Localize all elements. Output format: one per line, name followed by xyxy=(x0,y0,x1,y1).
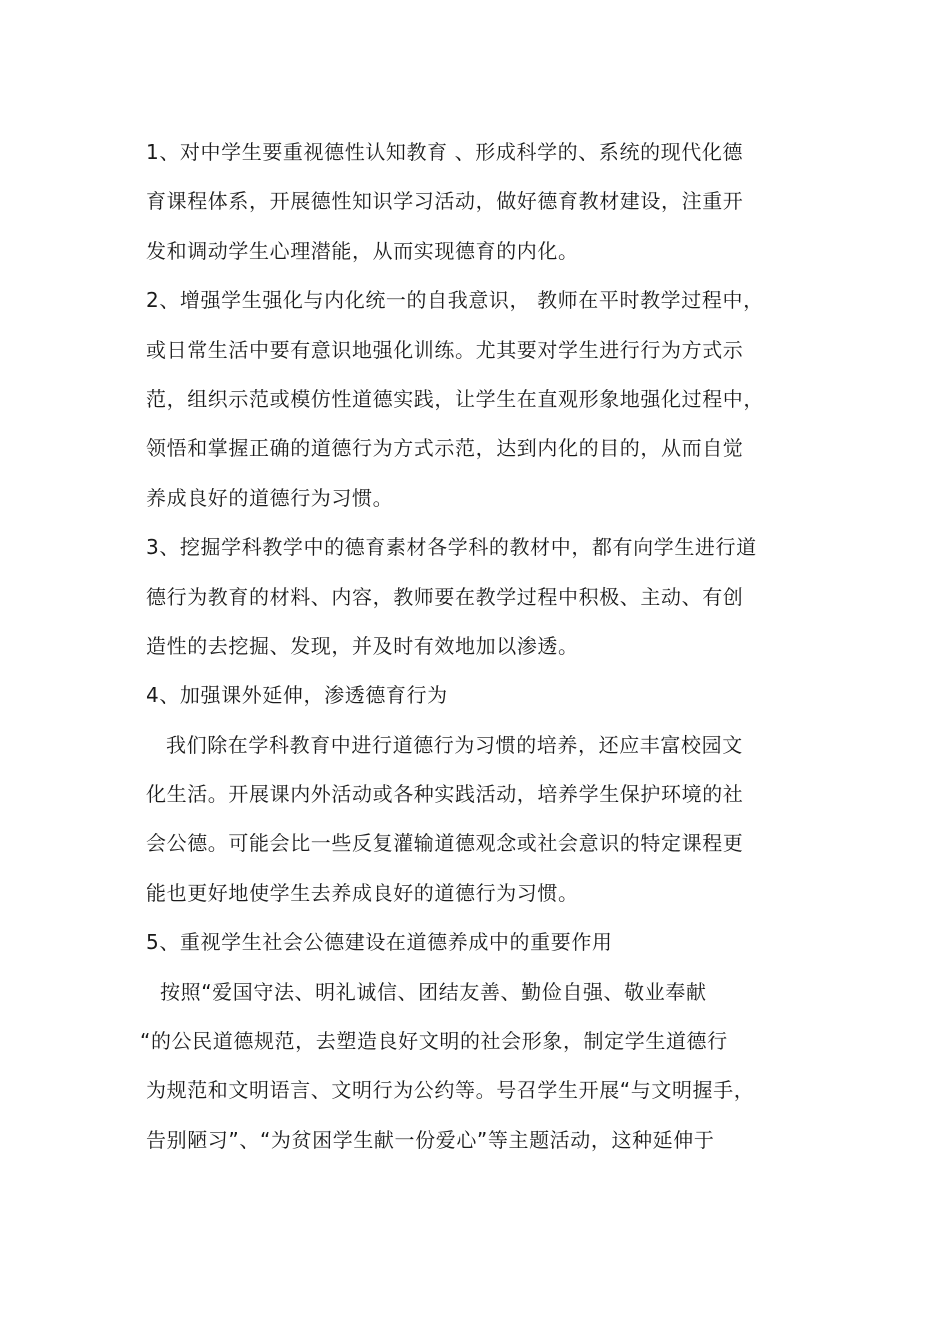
text-line: 为规范和文明语言、文明行为公约等。号召学生开展“与文明握手， xyxy=(146,1078,755,1103)
text-line: 育课程体系，开展德性知识学习活动，做好德育教材建设，注重开 xyxy=(146,189,744,214)
text-line: 或日常生活中要有意识地强化训练。尤其要对学生进行行为方式示 xyxy=(146,337,744,362)
text-line: 3、挖掘学科教学中的德育素材各学科的教材中，都有向学生进行道 xyxy=(146,535,757,560)
text-line: 会公德。可能会比一些反复灌输道德观念或社会意识的特定课程更 xyxy=(146,831,744,856)
section-heading: 4、加强课外延伸，渗透德育行为 xyxy=(146,683,448,708)
text-line: 我们除在学科教育中进行道德行为习惯的培养，还应丰富校园文 xyxy=(166,732,743,757)
section-heading: 5、重视学生社会公德建设在道德养成中的重要作用 xyxy=(146,930,613,955)
text-line: 告别陋习”、“为贫困学生献一份爱心”等主题活动，这种延伸于 xyxy=(146,1127,715,1152)
document-body xyxy=(140,128,806,1165)
text-line: 2、增强学生强化与内化统一的自我意识， 教师在平时教学过程中， xyxy=(146,288,764,313)
text-line: 养成良好的道德行为习惯。 xyxy=(146,485,394,510)
text-line: 领悟和掌握正确的道德行为方式示范，达到内化的目的，从而自觉 xyxy=(146,436,744,461)
text-line: 造性的去挖掘、发现，并及时有效地加以渗透。 xyxy=(146,633,579,658)
text-line: 1、对中学生要重视德性认知教育 、形成科学的、系统的现代化德 xyxy=(146,140,744,164)
text-line: 范，组织示范或模仿性道德实践，让学生在直观形象地强化过程中， xyxy=(146,386,764,411)
text-line: 能也更好地使学生去养成良好的道德行为习惯。 xyxy=(146,880,579,905)
text-line: “的公民道德规范，去塑造良好文明的社会形象，制定学生道德行 xyxy=(140,1029,728,1054)
text-line: 德行为教育的材料、内容，教师要在教学过程中积极、主动、有创 xyxy=(146,584,744,609)
text-line: 化生活。开展课内外活动或各种实践活动，培养学生保护环境的社 xyxy=(146,782,744,807)
text-line: 发和调动学生心理潜能，从而实现德育的内化。 xyxy=(146,238,579,263)
text-line: 按照“爱国守法、明礼诚信、团结友善、勤俭自强、敬业奉献 xyxy=(160,979,707,1004)
